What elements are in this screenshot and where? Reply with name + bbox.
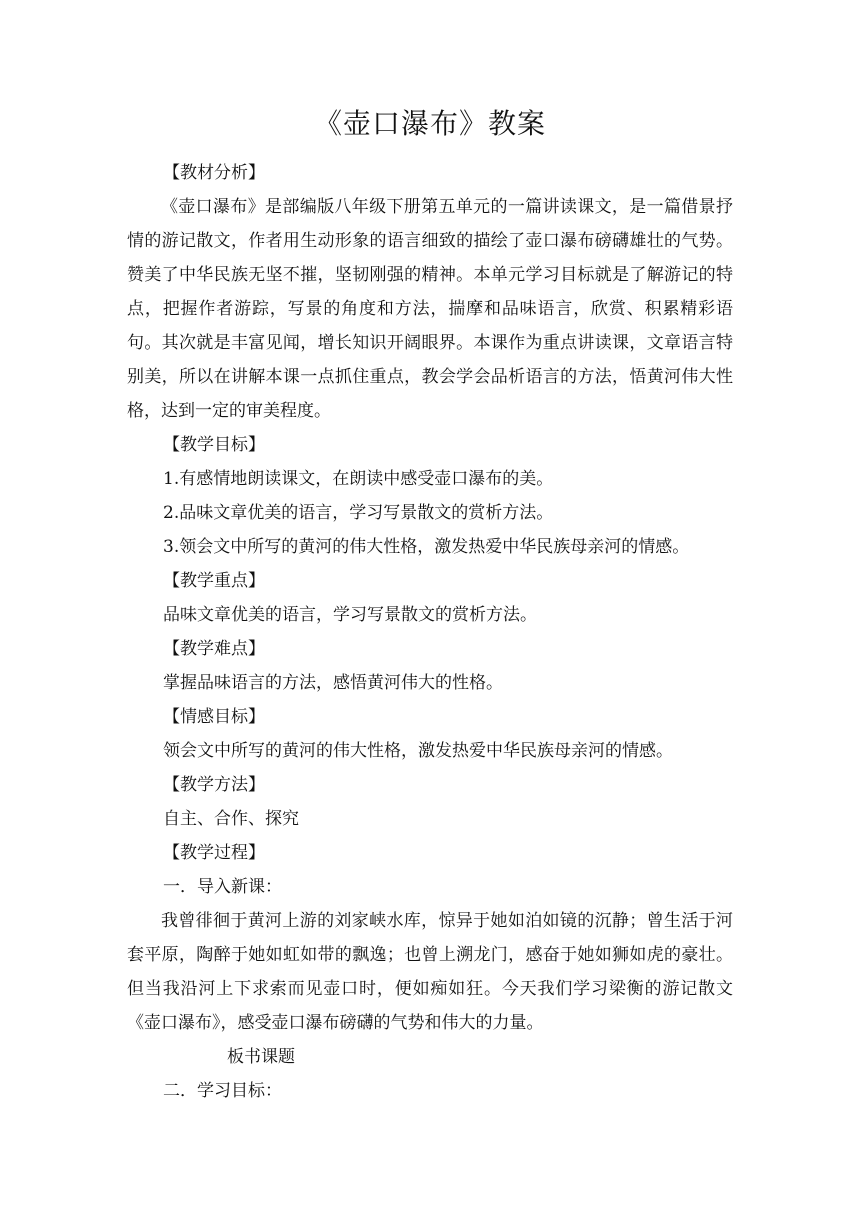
- goals-heading: 【教学目标】: [163, 435, 265, 455]
- document-title: 《壶口瀑布》教案: [313, 107, 546, 140]
- analysis-paragraph: 《壶口瀑布》是部编版八年级下册第五单元的一篇讲读课文，是一篇借景抒情的游记散文，作者用生动形象的语言细致的描绘了壶口瀑布磅礴雄壮的气势。赞美了中华民族无坚不摧，坚韧刚强的精神。本单元学习目标就是了解游记的特点，把握作者游踪，写景的角度和方法，揣摩和品味语言，欣赏、积累精彩语句。其次就是丰富见闻，增长知识开阔眼界。本课作为重点讲读课，文章语言特别美，所以在讲解本课一点抓住重点，教会学会品析语言的方法，悟黄河伟大性格，达到一定的审美程度。: [127, 197, 733, 421]
- process-step-1: 一．导入新课：: [163, 877, 282, 897]
- method-text: 自主、合作、探究: [163, 809, 299, 829]
- board-note: 板书课题: [227, 1047, 295, 1067]
- goal-item-3: 3.领会文中所写的黄河的伟大性格，激发热爱中华民族母亲河的情感。: [163, 537, 690, 557]
- analysis-heading: 【教材分析】: [163, 163, 265, 183]
- goal-item-2: 2.品味文章优美的语言，学习写景散文的赏析方法。: [163, 503, 554, 523]
- process-heading: 【教学过程】: [163, 843, 265, 863]
- difficulty-text: 掌握品味语言的方法，感悟黄河伟大的性格。: [163, 673, 503, 693]
- key-heading: 【教学重点】: [163, 571, 265, 591]
- goal-item-1: 1.有感情地朗读课文，在朗读中感受壶口瀑布的美。: [163, 469, 554, 489]
- emotion-heading: 【情感目标】: [163, 707, 265, 727]
- intro-paragraph: 我曾徘徊于黄河上游的刘家峡水库，惊异于她如泊如镜的沉静；曾生活于河套平原，陶醉于她如虹如带的飘逸；也曾上溯龙门，感奋于她如狮如虎的豪壮。但当我沿河上下求索而见壶口时，便如痴如狂。今天我们学习梁衡的游记散文《壶口瀑布》，感受壶口瀑布磅礴的气势和伟大的力量。: [127, 911, 733, 1033]
- method-heading: 【教学方法】: [163, 775, 265, 795]
- document-body: [127, 156, 733, 1108]
- key-text: 品味文章优美的语言，学习写景散文的赏析方法。: [163, 605, 537, 625]
- process-step-2: 二．学习目标：: [163, 1081, 282, 1101]
- difficulty-heading: 【教学难点】: [163, 639, 265, 659]
- emotion-text: 领会文中所写的黄河的伟大性格，激发热爱中华民族母亲河的情感。: [163, 741, 673, 761]
